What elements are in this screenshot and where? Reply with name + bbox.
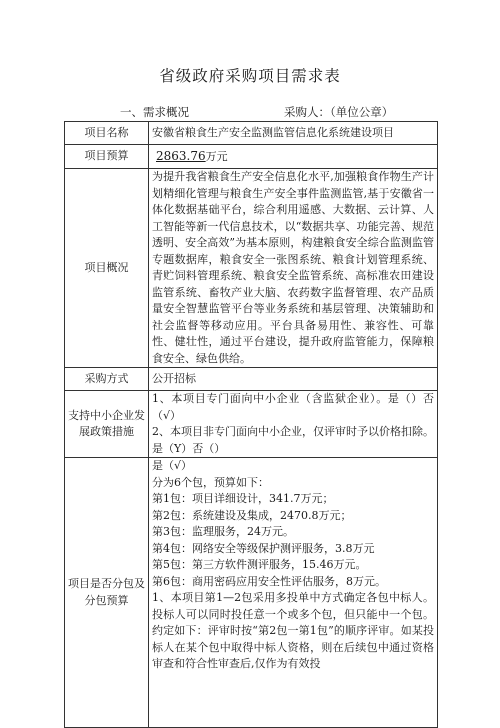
lots-line: 1、本项目第1—2包采用多投单中方式确定各包中标人。投标人可以同时投任意一个或多个包，但只能中一个包。约定如下：评审时按“第2包一第1包”的顺序评审。如某投标人在某个包中取得中标人资格，则在后续包中通过资格审查和符合性审查后,仅作为有效投 [152,591,434,670]
procurement-method-label: 采购方式 [65,368,149,391]
lots-line: 是（√） [152,459,193,472]
lots-content [149,458,438,728]
project-overview-label: 项目概况 [65,169,149,368]
lots-line: 第4包：网络安全等级保护测评服务，3.8万元 [152,541,375,555]
project-overview-text: 为提升我省粮食生产安全信息化水平,加强粮食作物生产计划精细化管理与粮食生产安全事件监测监管,基于安徽省一体化数据基础平台，综合利用遥感、大数据、云计算、人工智能等新一代信息技术，以“数据共享、功能完善、规范透明、安全高效”为基本原则，构建粮食安全综合监测监管专题数据库，粮食安全一张图系统、粮食计划管理系统、青贮饲料管理系统、粮食安全监管系统、高标准农田建设监管系统、畜牧产业大脑、农药数字监督管理、农产品质量安全智慧监管平台等业务系统和基层管理、决策辅助和社会监督等移动应用。平台具备易用性、兼容性、可靠性、健壮性，通过平台建设，提升政府监管能力，保障粮食安全、绿色供给。 [149,169,438,368]
procurement-method-value: 公开招标 [149,368,438,391]
row-project-budget [65,145,438,169]
row-project-name [65,122,438,145]
sme-policy-content [149,391,438,458]
sme-policy-line: 2、本项目非专门面向中小企业，仅评审时予以价格扣除。是（Y）否（） [152,425,434,455]
row-project-overview [65,169,438,368]
row-lots [65,458,438,728]
lots-line: 第2包：系统建设及集成，2470.8万元； [152,508,352,522]
project-budget-value [149,145,438,169]
project-name-label: 项目名称 [65,122,149,145]
row-sme-policy [65,391,438,458]
requirements-table [64,121,438,728]
row-procurement-method [65,368,438,391]
lots-line: 第1包：项目详细设计，341.7万元； [152,492,334,505]
lots-label: 项目是否分包及分包预算 [65,458,149,728]
document-title: 省级政府采购项目需求表 [159,67,341,85]
budget-amount: 2863.76 [156,149,206,164]
budget-unit: 万元 [205,150,228,164]
project-budget-label: 项目预算 [65,145,149,169]
lots-line: 分为6个包，预算如下： [152,475,269,489]
purchaser-label: 采购人：（单位公章） [284,105,394,119]
lots-line: 第6包：商用密码应用安全性评估服务，8万元。 [152,574,386,588]
section-label: 一、需求概况 [120,105,189,119]
sme-policy-label: 支持中小企业发展政策措施 [65,391,149,458]
sme-policy-line: 1、本项目专门面向中小企业（含监狱企业）。是（）否（√） [152,392,434,422]
project-name-value: 安徽省粮食生产安全监测监管信息化系统建设项目 [149,122,438,145]
lots-line: 第3包：监理服务，24万元。 [152,525,294,538]
lots-line: 第5包：第三方软件测评服务，15.46万元。 [152,558,367,571]
